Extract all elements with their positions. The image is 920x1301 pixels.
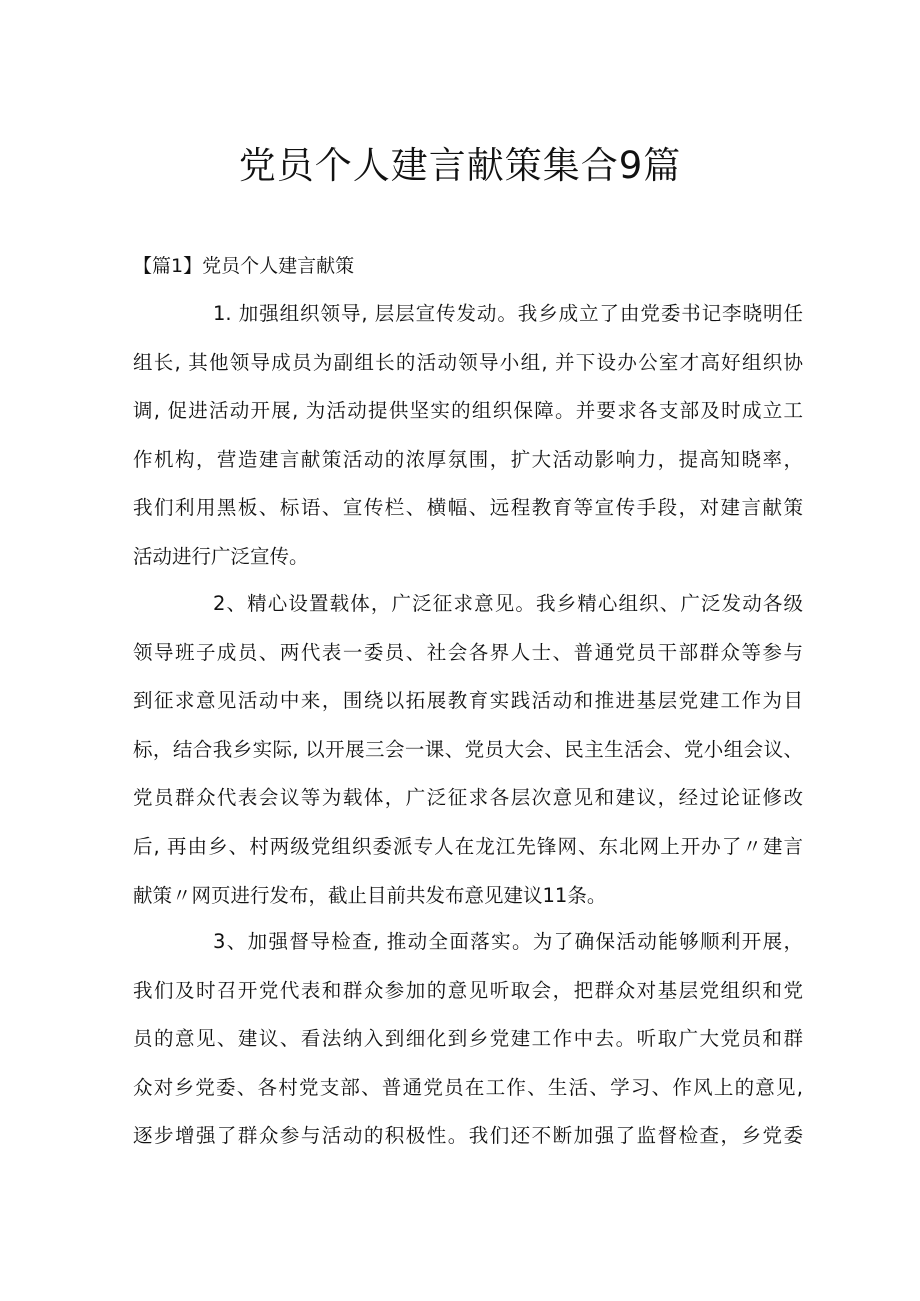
- paragraph-line: 活动进行广泛宣传。: [133, 544, 309, 568]
- paragraph-line: 作机构，营造建言献策活动的浓厚氛围，扩大活动影响力，提高知晓率，: [133, 447, 803, 471]
- paragraph-line: 我们利用黑板、标语、宣传栏、横幅、远程教育等宣传手段，对建言献策: [133, 496, 803, 520]
- section-heading: 【篇1】党员个人建言献策: [133, 255, 355, 277]
- paragraph-line: 献策〃网页进行发布，截止目前共发布意见建议11条。: [133, 883, 607, 907]
- paragraph-line: 1. 加强组织领导, 层层宣传发动。我乡成立了由党委书记李晓明任: [213, 302, 803, 325]
- paragraph-line: 3、加强督导检查, 推动全面落实。为了确保活动能够顺利开展，: [213, 930, 803, 953]
- document-title: 党员个人建言献策集合9篇: [238, 144, 682, 187]
- paragraph-2: [133, 580, 803, 920]
- paragraph-line: 员的意见、建议、看法纳入到细化到乡党建工作中去。听取广大党员和群: [133, 1027, 803, 1051]
- paragraph-line: 逐步增强了群众参与活动的积极性。我们还不断加强了监督检查，乡党委: [133, 1124, 803, 1148]
- paragraph-line: 领导班子成员、两代表一委员、社会各界人士、普通党员干部群众等参与: [133, 640, 803, 664]
- paragraph-1: [133, 290, 803, 582]
- paragraph-line: 调, 促进活动开展, 为活动提供坚实的组织保障。并要求各支部及时成立工: [133, 399, 803, 423]
- paragraph-line: 标，结合我乡实际, 以开展三会一课、党员大会、民主生活会、党小组会议、: [133, 737, 803, 761]
- paragraph-line: 到征求意见活动中来，围绕以拓展教育实践活动和推进基层党建工作为目: [133, 689, 803, 713]
- paragraph-3: [133, 918, 803, 1161]
- paragraph-line: 众对乡党委、各村党支部、普通党员在工作、生活、学习、作风上的意见,: [133, 1075, 803, 1099]
- paragraph-line: 2、精心设置载体，广泛征求意见。我乡精心组织、广泛发动各级: [213, 592, 803, 615]
- paragraph-line: 后, 再由乡、村两级党组织委派专人在龙江先锋网、东北网上开办了〃建言: [133, 834, 803, 858]
- paragraph-line: 党员群众代表会议等为载体，广泛征求各层次意见和建议，经过论证修改: [133, 786, 803, 810]
- paragraph-line: 我们及时召开党代表和群众参加的意见听取会，把群众对基层党组织和党: [133, 978, 803, 1002]
- paragraph-line: 组长, 其他领导成员为副组长的活动领导小组, 并下设办公室才高好组织协: [133, 350, 803, 374]
